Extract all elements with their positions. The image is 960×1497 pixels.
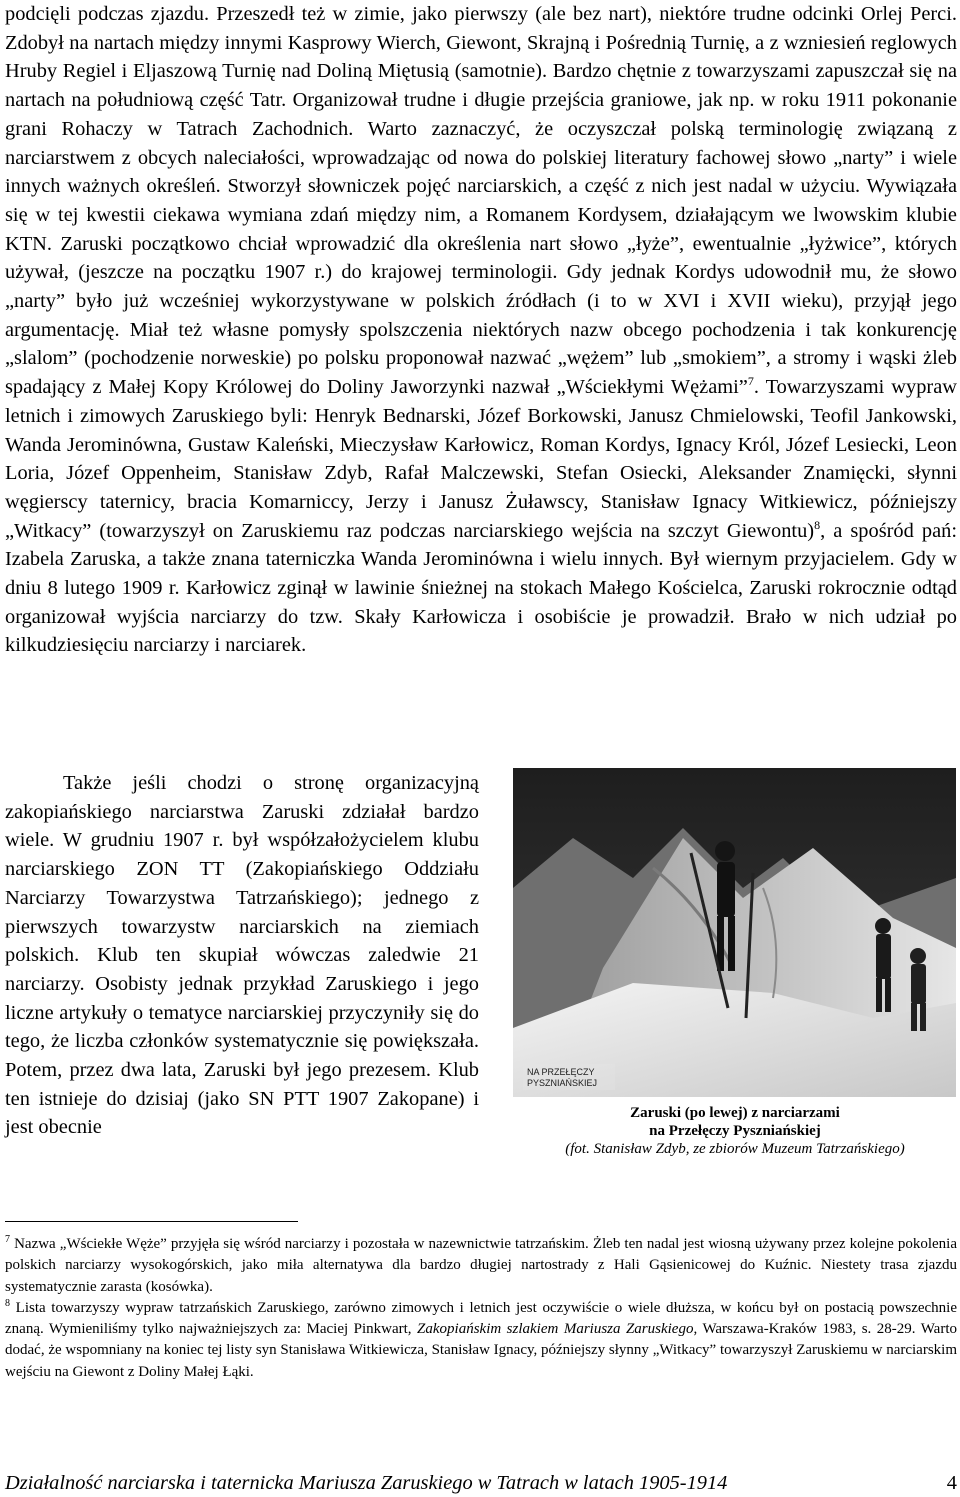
footnote-number: 8 [5, 1297, 10, 1309]
photo-sign [523, 1064, 615, 1090]
book-title: Zakopiańskim szlakiem Mariusza Zaruskiego [417, 1321, 694, 1338]
body-paragraph: Także jeśli chodzi o stronę organizacyjną zakopiańskiego narciarstwa Zaruski zdziałał bardzo wiele. W grudniu 1907 r. był współzałożycielem klubu narciarskiego ZON TT (Zakopiańskiego Oddziału Narciarzy Towarzystwa Tatrzańskiego); jednego z pierwszych towarzystw narciarskich na ziemiach polskich. Klub ten skupiał wówczas zaledwie 21 narciarzy. Osobisty jednak przykład Zaruskiego i jego liczne artykuły o tematyce narciarskiej przyczyniły się do tego, że liczba członków systematycznie się powiększała. Potem, przez dwa lata, Zaruski był jego prezesem. Klub ten istnieje do dzisiaj (jako SN PTT 1907 Zakopane) i jest obecnie [5, 772, 479, 1139]
footnote-number: 7 [5, 1234, 10, 1245]
footnote-text: , Warszawa-Kraków 1983, s. 28-29. Warto dodać, że wspomniany na koniec tej listy syn Stanisława Witkiewicza, Stanisław Ignacy, późniejszy słynny „Witkacy” towarzyszył Zaruskiemu w narciarskim wejściu na Giewont z Doliny Małej Łąki. [5, 1321, 957, 1380]
body-text: . Towarzyszami wypraw letnich i zimowych Zaruskiego byli: Henryk Bednarski, Józef Borkowski, Janusz Chmielowski, Teofil Jankowski, Wanda Jerominówna, Gustaw Kaleński, Mieczysław Karłowicz, Roman Kordys, Ignacy Król, Józef Lesiecki, Leon Loria, Józef Oppenheim, Stanisław Zdyb, Rafał Malczewski, Stefan Osiecki, Aleksander Znamięcki, słynni węgierscy taternicy, bracia Komarniccy, Jerzy i Janusz Żuławscy, Stanisław Ignacy Witkiewicz, późniejszy „Witkacy” (towarzyszył on Zaruskiemu raz podczas narciarskiego wejścia na szczyt Giewontu) [5, 376, 957, 542]
left-column-text [5, 769, 479, 1142]
footnote-text: Lista towarzyszy wypraw tatrzańskich Zaruskiego, zarówno zimowych i letnich jest oczywiście o wiele dłuższa, w końcu był on postacią powszechnie znaną. Wymieniliśmy tylko najważniejszych za: Maciej Pinkwart, [5, 1299, 957, 1338]
body-text: , a spośród pań: Izabela Zaruska, a także znana taterniczka Wanda Jerominówna i wielu innych. Był wiernym przyjacielem. Gdy w dniu 8 lutego 1909 r. Karłowicz zginął w lawinie śnieżnej na stokach Małego Kościelca, Zaruski rokrocznie odtąd organizował wyjścia narciarzy do tzw. Skały Karłowicza i osobiście je prowadził. Brało w nich udział po kilkudziesięciu narciarzy i narciarek. [5, 519, 957, 657]
footer-title: Działalność narciarska i taternicka Mariusza Zaruskiego w Tatrach w latach 1905-1914 [5, 1472, 728, 1494]
svg-text:PYSZNIAŃSKIEJ: PYSZNIAŃSKIEJ [527, 1078, 598, 1088]
caption-title: na Przełęczy Pyszniańskiej [649, 1123, 821, 1139]
page-footer [5, 1471, 957, 1495]
footnote-7 [5, 1234, 957, 1298]
footnote-text: Nazwa „Wściekłe Węże” przyjęła się wśród narciarzy i pozostała w nazewnictwie tatrzańskim. Żleb ten nadal jest wiosną używany przez kolejne pokolenia polskich narciarzy wysokogórskich, jako miła alternatywa dla bardzo długiej nartostrady z Hali Gąsienicowej do Kuźnic. Niestety trasa zjazdu systematycznie zarasta (kosówka). [5, 1236, 957, 1295]
photo-skiers [513, 768, 956, 1097]
svg-text:NA PRZEŁĘCZY: NA PRZEŁĘCZY [527, 1067, 595, 1077]
caption-title: Zaruski (po lewej) z narciarzami [630, 1105, 840, 1121]
main-text [5, 0, 957, 660]
photo-illustration [513, 768, 956, 1097]
footnote-ref-7[interactable]: 7 [747, 374, 754, 389]
caption-credit: (fot. Stanisław Zdyb, ze zbiorów Muzeum Tatrzańskiego) [565, 1141, 905, 1157]
body-paragraph [5, 0, 957, 660]
footnote-8 [5, 1298, 957, 1383]
footnotes [5, 1234, 957, 1383]
footnote-divider [5, 1221, 298, 1222]
page-number: 4 [946, 1472, 957, 1494]
figure [513, 768, 957, 1158]
body-text: podcięli podczas zjazdu. Przeszedł też w zimie, jako pierwszy (ale bez nart), niektóre trudne odcinki Orlej Perci. Zdobył na nartach między innymi Kasprowy Wierch, Giewont, Skrajną i Pośrednią Turnię, a z wzniesień reglowych Hruby Regiel i Eljaszową Turnię nad Doliną Miętusią (samotnie). Bardzo chętnie z towarzyszami zapuszczał się na nartach na południową część Tatr. Organizował trudne i długie przejścia graniowe, jak np. w roku 1911 pokonanie grani Rohaczy w Tatrach Zachodnich. Warto zaznaczyć, że oczyszczał polską terminologię związaną z narciarstwem z obcych naleciałości, wprowadzając od nowa do polskiej literatury fachowej słowo „narty” i wiele innych ważnych określeń. Stworzył słowniczek pojęć narciarskich, a część z nich jest nadal w użyciu. Wywiązała się w tej kwestii ciekawa wymiana zdań między nim, a Romanem Kordysem, działającym we lwowskim klubie KTN. Zaruski początkowo chciał wprowadzić dla określenia nart słowo „łyże”, ewentualnie „łyżwice”, których używał, (jeszcze na początku 1907 r.) do krajowej terminologii. Gdy jednak Kordys udowodnił mu, że słowo „narty” było już wcześniej wykorzystywane w polskich źródłach (i to w XVI i XVII wieku), przyjął jego argumentację. Miał też własne pomysły spolszczenia niektórych nazw obcego pochodzenia i tak konkurencję „slalom” (pochodzenie norweskie) po polsku proponował nazwać „wężem” lub „smokiem”, a stromy i wąski żleb spadający z Małej Kopy Królowej do Doliny Jaworzynki nazwał „Wściekłymi Wężami” [5, 3, 957, 399]
footnote-ref-8[interactable]: 8 [814, 517, 821, 532]
figure-caption [513, 1104, 957, 1158]
